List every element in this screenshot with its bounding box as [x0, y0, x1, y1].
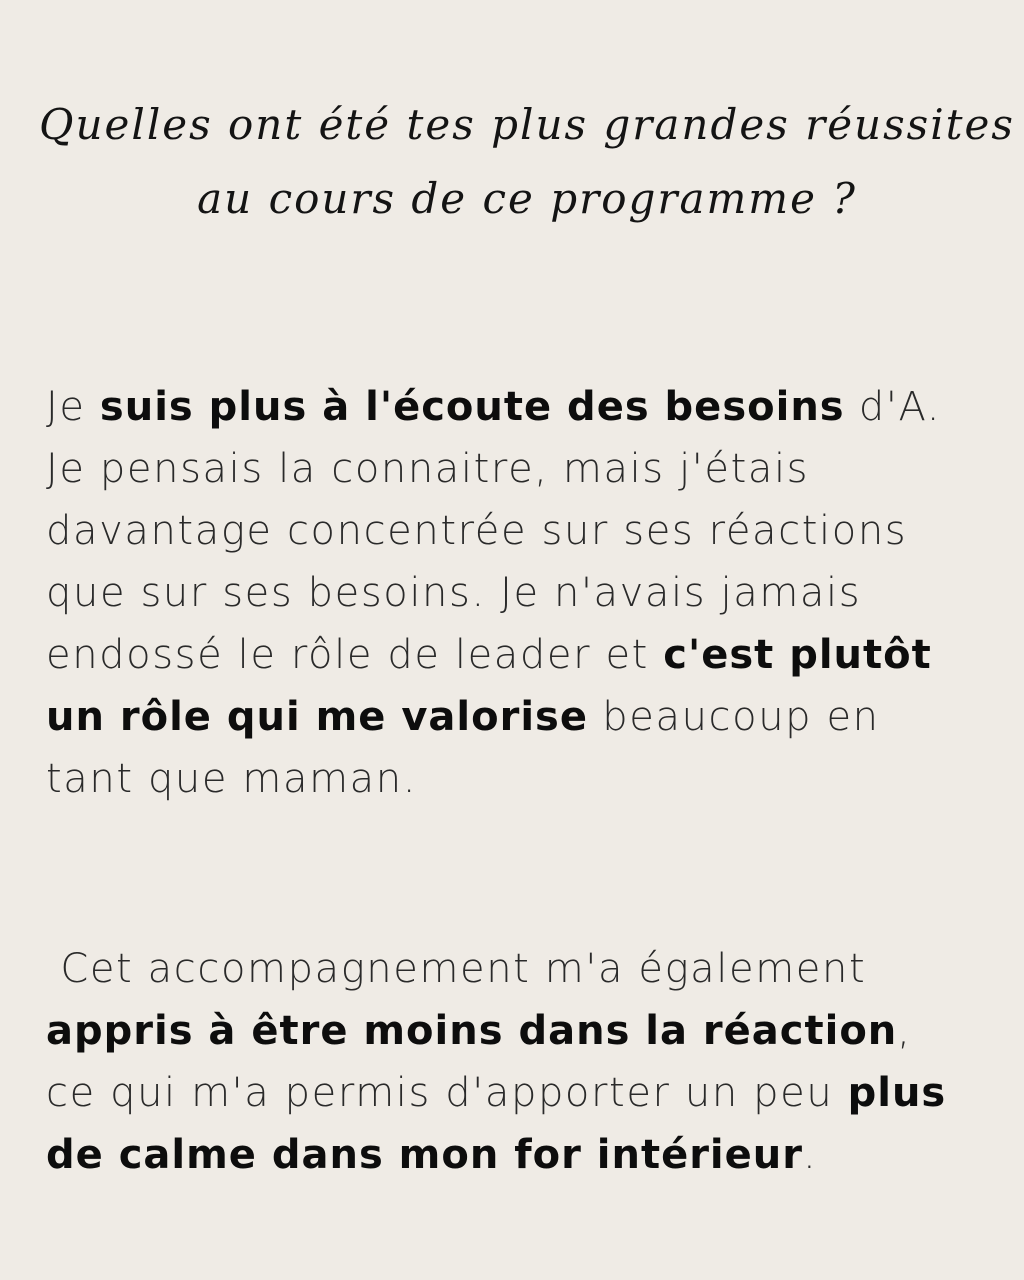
paragraph-line	[46, 1062, 1016, 1124]
emphasis-text: plus	[847, 1070, 947, 1116]
heading-line-2: au cours de ce programme ?	[197, 174, 857, 223]
plain-text: endossé le rôle de leader et	[46, 632, 664, 678]
emphasis-text: de calme dans mon for intérieur	[46, 1132, 803, 1178]
paragraph-line: Je pensais la connaitre, mais j'étais	[46, 446, 810, 492]
paragraph-line: Cet accompagnement m'a également	[46, 946, 867, 992]
emphasis-text: c'est plutôt	[663, 632, 932, 678]
emphasis-text: un rôle qui me valorise	[46, 694, 588, 740]
plain-text: d'A.	[844, 384, 942, 430]
plain-text: ,	[897, 1008, 912, 1054]
paragraph-line	[46, 1000, 1016, 1062]
heading-line-1: Quelles ont été tes plus grandes réussites	[39, 100, 1015, 149]
testimonial-paragraph-1	[46, 376, 1016, 810]
plain-text: .	[802, 1132, 818, 1178]
paragraph-line	[46, 624, 1016, 686]
paragraph-line	[46, 376, 1016, 438]
plain-text: beaucoup en	[587, 694, 880, 740]
plain-text: Je	[46, 384, 100, 430]
paragraph-line: que sur ses besoins. Je n'avais jamais	[46, 570, 862, 616]
emphasis-text: suis plus à l'écoute des besoins	[99, 384, 845, 430]
paragraph-line: davantage concentrée sur ses réactions	[46, 508, 908, 554]
paragraph-line	[46, 1124, 1016, 1186]
emphasis-text: appris à être moins dans la réaction	[46, 1008, 898, 1054]
paragraph-line	[46, 686, 1016, 748]
question-heading	[30, 88, 1024, 236]
paragraph-line: tant que maman.	[46, 756, 418, 802]
testimonial-paragraph-2	[46, 938, 1016, 1186]
plain-text: ce qui m'a permis d'apporter un peu	[46, 1070, 848, 1116]
